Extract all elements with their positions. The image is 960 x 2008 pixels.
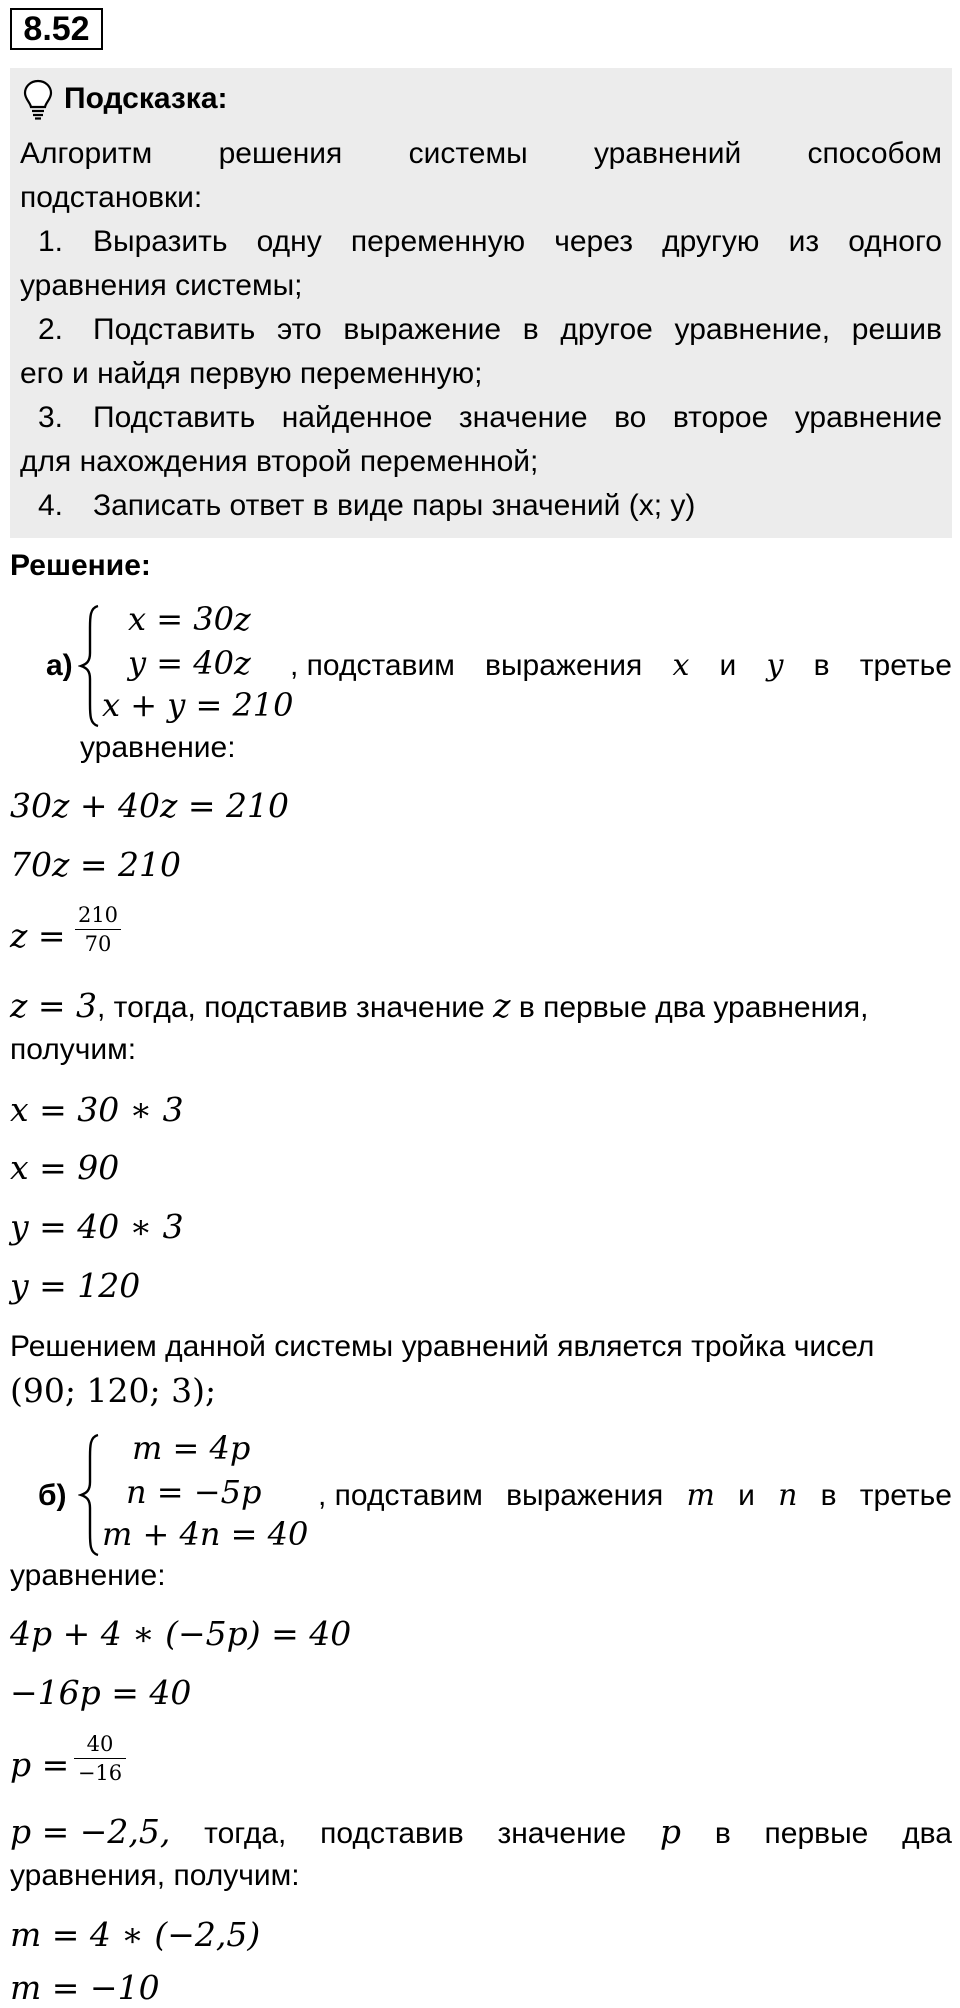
hint-body xyxy=(20,132,942,528)
equation-left: p = xyxy=(10,1745,70,1784)
hint-intro: Алгоритм решения системы уравнений способом xyxy=(20,137,942,170)
part-a-after-system: , подставим выражения x и y в третье xyxy=(290,648,952,683)
equation: y = 120 xyxy=(10,1266,141,1305)
system-eq: m + 4n = 40 xyxy=(102,1515,309,1553)
p-value-line: p = −2,5, тогда, подставив значение p в первые два xyxy=(10,1812,952,1851)
system-eq: x = 30z xyxy=(128,600,251,638)
conclusion: Решением данной системы уравнений является тройка чисел xyxy=(10,1330,875,1363)
fraction xyxy=(75,903,121,956)
hint-step-2-cont: его и найдя первую переменную; xyxy=(20,357,483,390)
equation: x = 30 ∗ 3 xyxy=(10,1090,184,1129)
equation: −16p = 40 xyxy=(10,1673,192,1712)
solution-label: Решение: xyxy=(10,549,151,582)
equation: 30z + 40z = 210 xyxy=(10,786,290,825)
answer-triple: (90; 120; 3); xyxy=(10,1371,217,1410)
part-b-after-system: , подставим выражения m и n в третье xyxy=(318,1478,952,1513)
brace-icon xyxy=(78,603,102,729)
p-value-line2: уравнения, получим: xyxy=(10,1859,300,1892)
brace-icon xyxy=(78,1432,102,1558)
part-b-label: б) xyxy=(38,1479,67,1512)
system-eq: y = 40z xyxy=(128,644,251,682)
hint-intro-line2: подстановки: xyxy=(20,181,203,214)
z-value-line: z = 3, тогда, подставив значение z в первые два уравнения, xyxy=(10,986,869,1025)
equation: 70z = 210 xyxy=(10,845,181,884)
lightbulb-icon xyxy=(22,78,54,120)
equation: m = 4 ∗ (−2,5) xyxy=(10,1915,261,1954)
equation: y = 40 ∗ 3 xyxy=(10,1207,184,1246)
part-a-label: а) xyxy=(46,649,73,682)
task-number: 8.52 xyxy=(10,8,103,50)
equation: x = 90 xyxy=(10,1148,120,1187)
fraction-denominator: 70 xyxy=(84,932,112,956)
hint-step-1-cont: уравнения системы; xyxy=(20,269,303,302)
equation-left: z = xyxy=(10,916,66,955)
hint-box xyxy=(10,68,952,538)
fraction-denominator: −16 xyxy=(77,1761,123,1785)
part-a-after-line2: уравнение: xyxy=(80,731,236,764)
fraction-numerator: 40 xyxy=(86,1732,114,1756)
hint-step-2: 2. Подставить это выражение в другое уравнение, решив xyxy=(38,313,942,346)
hint-step-1: 1. Выразить одну переменную через другую из одного xyxy=(38,225,942,258)
equation: m = −10 xyxy=(10,1968,160,2007)
part-b-system xyxy=(100,1429,310,1559)
hint-title-text: Подсказка: xyxy=(64,82,228,115)
hint-title xyxy=(22,78,228,120)
fraction-numerator: 210 xyxy=(77,903,119,927)
hint-step-3-cont: для нахождения второй переменной; xyxy=(20,445,539,478)
hint-step-4: 4. Записать ответ в виде пары значений (x; y) xyxy=(38,489,696,522)
z-value-line2: получим: xyxy=(10,1033,137,1066)
part-a-system xyxy=(100,600,300,730)
part-b-after-line2: уравнение: xyxy=(10,1559,166,1592)
system-eq: m = 4p xyxy=(132,1429,251,1467)
system-eq: n = −5p xyxy=(126,1473,262,1511)
system-eq: x + y = 210 xyxy=(102,686,294,724)
hint-step-3: 3. Подставить найденное значение во второе уравнение xyxy=(38,401,942,434)
equation: 4p + 4 ∗ (−5p) = 40 xyxy=(10,1614,352,1653)
fraction xyxy=(74,1732,126,1785)
